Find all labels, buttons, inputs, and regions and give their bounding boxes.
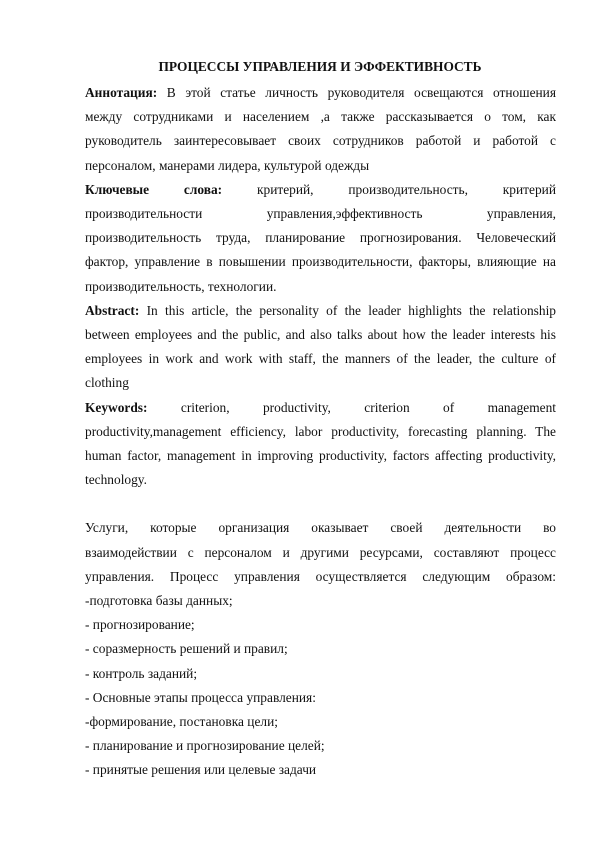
keywords-en-line: human factor, management in improving productivity, factors affecting productivity, [85,448,556,464]
list-item: - соразмерность решений и правил; [85,641,288,657]
annotation-line: Аннотация: В этой статье личность руководителя освещаются отношения [85,85,556,100]
keywords-ru-line: производительность, технологии. [85,278,277,294]
paper-body [85,81,556,783]
annotation-line: персоналом, манерами лидера, культурой одежды [85,157,370,173]
keywords-ru-paragraph [85,178,556,299]
abstract-line: Abstract: In this article, the personality of the leader highlights the relationship [85,302,556,318]
intro-paragraph [85,516,556,589]
keywords-ru-line: фактор, управление в повышении производительности, факторы, влияющие на [85,254,556,270]
paragraph-gap [85,492,556,516]
keywords-en-paragraph [85,396,556,493]
list-item: - принятые решения или целевые задачи [85,762,317,778]
list-item: - планирование и прогнозирование целей; [85,738,325,754]
keywords-en-line: productivity,management efficiency, labor productivity, forecasting planning. The [85,423,556,439]
keywords-ru-line: Ключевые слова: критерий, производительность, критерий [85,181,556,197]
keywords-en-label: Keywords: [85,399,148,415]
process-list [85,589,556,783]
intro-line: управления. Процесс управления осуществляется следующим образом: [85,568,556,584]
intro-line: взаимодействии с персоналом и другими ресурсами, составляют процесс [85,544,556,560]
annotation-line: между сотрудниками и населением ,а также рассказывается о том, как [85,109,556,125]
abstract-line: between employees and the public, and also talks about how the leader interests his [85,327,556,343]
intro-line: Услуги, которые организация оказывает своей деятельности во [85,520,556,536]
annotation-line: руководитель заинтересовывает своих сотрудников работой и работой с [85,133,556,149]
keywords-ru-line: производительности управления,эффективность управления, [85,206,556,222]
keywords-en-line: technology. [85,472,147,488]
list-item: - контроль заданий; [85,665,198,681]
keywords-ru-line: производительность труда, планирование прогнозирования. Человеческий [85,230,556,246]
abstract-label: Abstract: [85,302,140,318]
list-item: - прогнозирование; [85,617,195,633]
annotation-label: Аннотация: [85,85,158,100]
list-item: - Основные этапы процесса управления: [85,689,316,705]
abstract-line: clothing [85,375,129,391]
list-item: -формирование, постановка цели; [85,714,278,730]
annotation-paragraph [85,81,556,178]
abstract-line: employees in work and work with staff, the manners of the leader, the culture of [85,351,556,367]
paper-title: ПРОЦЕССЫ УПРАВЛЕНИЯ И ЭФФЕКТИВНОСТЬ [158,59,482,74]
list-item: -подготовка базы данных; [85,593,233,609]
abstract-paragraph [85,299,556,396]
keywords-en-line: Keywords: criterion, productivity, criterion of management [85,399,556,415]
keywords-ru-label: Ключевые слова: [85,181,223,197]
